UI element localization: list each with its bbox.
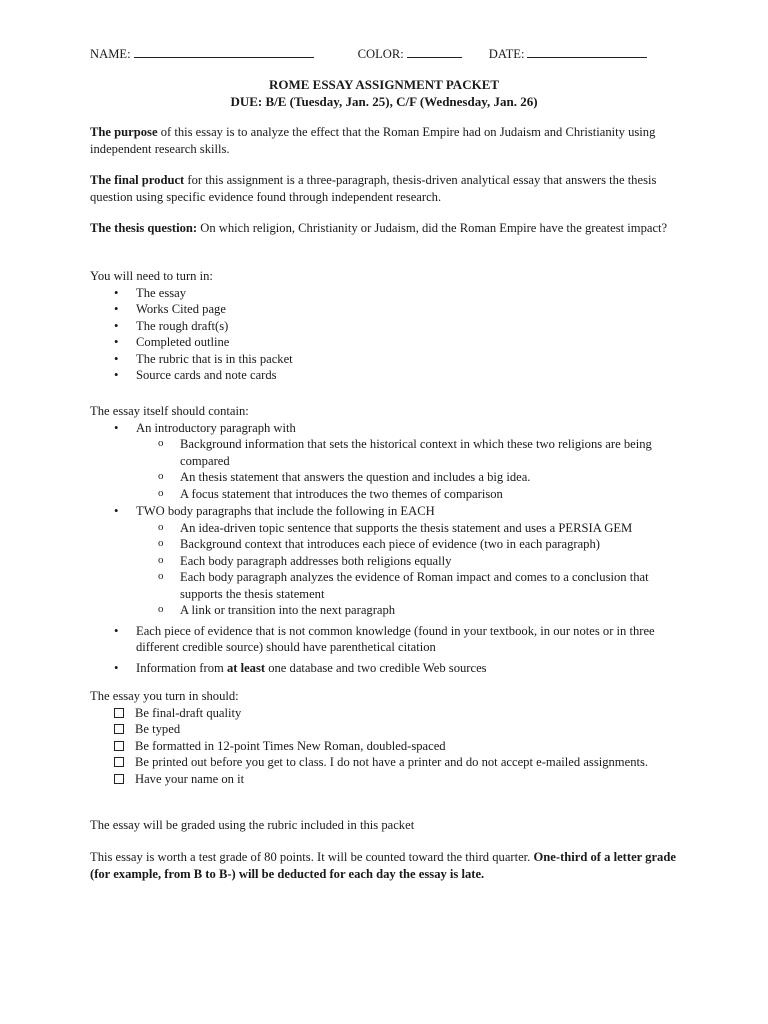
- list-item: • The rubric that is in this packet: [90, 351, 690, 368]
- list-item: • Works Cited page: [90, 301, 690, 318]
- purpose-paragraph: [90, 124, 690, 157]
- checkbox[interactable]: [114, 724, 124, 734]
- worth-text: This essay is worth a test grade of 80 points. It will be counted toward the third quarter.: [90, 850, 534, 864]
- info-post: one database and two credible Web sources: [265, 660, 487, 675]
- purpose-label: The purpose: [90, 125, 158, 139]
- list-item: • The rough draft(s): [90, 318, 690, 335]
- sub-list-item: o Background information that sets the historical context in which these two religions are being compared: [90, 436, 690, 469]
- sub-list-item: o A link or transition into the next paragraph: [90, 602, 690, 619]
- turn-in-section: [90, 268, 690, 384]
- date-label: DATE:: [488, 47, 525, 61]
- sub-list-item: o Each body paragraph analyzes the evidence of Roman impact and comes to a conclusion that supports the thesis statement: [90, 569, 690, 602]
- final-product-text: for this assignment is a three-paragraph, thesis-driven analytical essay that answers the thesis question using specific evidence found through independent research.: [90, 173, 657, 204]
- sub-list-item: o An thesis statement that answers the question and includes a big idea.: [90, 469, 690, 486]
- name-label: NAME:: [90, 47, 131, 61]
- date-blank[interactable]: [527, 45, 647, 58]
- thesis-question-label: The thesis question:: [90, 221, 198, 235]
- sub-list-item: o A focus statement that introduces the two themes of comparison: [90, 486, 690, 503]
- color-blank[interactable]: [407, 45, 462, 58]
- date-field[interactable]: [489, 45, 648, 63]
- purpose-text: of this essay is to analyze the effect that the Roman Empire had on Judaism and Christianity using independent research skills.: [90, 125, 656, 156]
- checkbox[interactable]: [114, 708, 124, 718]
- checklist-item: [90, 754, 690, 771]
- list-item: • Each piece of evidence that is not common knowledge (found in your textbook, in our notes or in three different credible source) should have parenthetical citation: [90, 623, 690, 656]
- intro-sub-list: [136, 436, 690, 502]
- list-item: [90, 660, 690, 677]
- contain-intro: The essay itself should contain:: [90, 404, 249, 418]
- contain-section: [90, 403, 690, 676]
- late-penalty: One-third of a letter grade (for example, from B to B-) will be deducted for each day the essay is late.: [90, 850, 676, 881]
- checklist-label: Be final-draft quality: [135, 705, 242, 720]
- thesis-question-text: On which religion, Christianity or Judaism, did the Roman Empire have the greatest impact?: [197, 221, 668, 235]
- list-item: • The essay: [90, 285, 690, 302]
- checklist-item: [90, 771, 690, 788]
- should-section: [90, 688, 690, 787]
- checkbox[interactable]: [114, 741, 124, 751]
- header-fields: [90, 45, 690, 63]
- sub-list-item: o An idea-driven topic sentence that supports the thesis statement and uses a PERSIA GEM: [90, 520, 690, 537]
- thesis-question-paragraph: [90, 220, 690, 237]
- list-item: • Source cards and note cards: [90, 367, 690, 384]
- checkbox[interactable]: [114, 757, 124, 767]
- color-field[interactable]: [358, 45, 462, 63]
- sub-list-item: o Background context that introduces each piece of evidence (two in each paragraph): [90, 536, 690, 553]
- should-checklist: [90, 705, 690, 788]
- checklist-label: Be formatted in 12-point Times New Roman, doubled-spaced: [135, 738, 446, 753]
- body-paragraphs-item: TWO body paragraphs that include the following in EACH: [136, 504, 435, 518]
- title-line-1: ROME ESSAY ASSIGNMENT PACKET: [268, 77, 500, 92]
- checklist-label: Be printed out before you get to class. I do not have a printer and do not accept e-mailed assignments.: [135, 755, 649, 769]
- should-intro: The essay you turn in should:: [90, 689, 239, 703]
- final-product-paragraph: [90, 172, 690, 205]
- turn-in-intro: You will need to turn in:: [90, 269, 213, 283]
- contain-list: [90, 420, 690, 677]
- checklist-item: [90, 705, 690, 722]
- list-item: [90, 503, 690, 619]
- name-blank[interactable]: [134, 45, 314, 58]
- checklist-label: Have your name on it: [135, 771, 245, 786]
- turn-in-list: [90, 285, 690, 384]
- final-product-label: The final product: [90, 173, 185, 187]
- name-field[interactable]: [90, 45, 314, 63]
- checklist-item: [90, 721, 690, 738]
- body-sub-list: [136, 520, 690, 619]
- checklist-label: Be typed: [135, 722, 181, 736]
- list-item: [90, 420, 690, 503]
- info-bold: at least: [226, 660, 266, 675]
- checklist-item: [90, 738, 690, 755]
- info-pre: Information from: [136, 660, 227, 675]
- checkbox[interactable]: [114, 774, 124, 784]
- color-label: COLOR:: [357, 47, 404, 61]
- title-line-2: DUE: B/E (Tuesday, Jan. 25), C/F (Wednesday, Jan. 26): [230, 93, 538, 109]
- graded-paragraph: The essay will be graded using the rubric included in this packet: [90, 818, 415, 832]
- sub-list-item: o Each body paragraph addresses both religions equally: [90, 553, 690, 570]
- intro-paragraph-item: An introductory paragraph with: [136, 420, 296, 435]
- list-item: • Completed outline: [90, 334, 690, 351]
- worth-paragraph: [90, 849, 690, 882]
- page-title: [0, 77, 768, 110]
